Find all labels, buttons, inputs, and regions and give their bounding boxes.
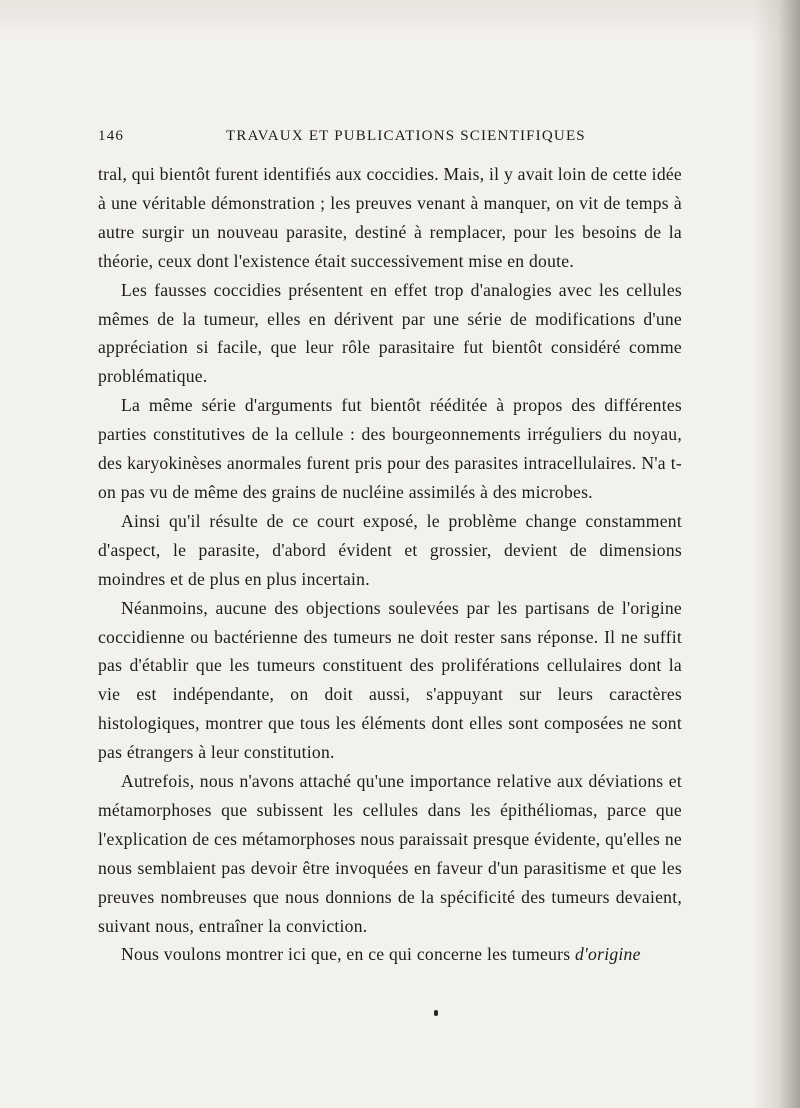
- page-edge-shadow: [752, 0, 800, 1108]
- paragraph-6: Autrefois, nous n'avons attaché qu'une importance relative aux déviations et métamorphoses que subissent les cellules dans les épithéliomas, parce que l'explication de ces métamorphoses nous paraissait presque évidente, qu'elles ne nous semblaient pas devoir être invoquées en faveur d'un parasitisme et que les preuves nombreuses que nous donnions de la spécificité des tumeurs devaient, suivant nous, entraîner la conviction.: [98, 771, 682, 936]
- page-number: 146: [98, 128, 125, 144]
- last-line-italic: d'origine: [575, 944, 641, 965]
- page-top-shade: [0, 0, 800, 40]
- paragraph-2: Les fausses coccidies présentent en effet trop d'analogies avec les cellules mêmes de la tumeur, elles en dérivent par une série de modifications d'une appréciation si facile, que leur rôle parasitaire fut bientôt considéré comme problématique.: [98, 279, 682, 387]
- ink-mark: [434, 1010, 438, 1016]
- paragraph-1: tral, qui bientôt furent identifiés aux coccidies. Mais, il y avait loin de cette idée à une véritable démonstration ; les preuves venant à manquer, on vit de temps à autre surgir un nouveau parasite, destiné à remplacer, pour les besoins de la théorie, ceux dont l'existence était successivement mise en doute.: [98, 164, 682, 271]
- last-line-text: Nous voulons montrer ici que, en ce qui concerne les tumeurs: [121, 944, 575, 965]
- paragraph-3: La même série d'arguments fut bientôt rééditée à propos des différentes parties constitutives de la cellule : des bourgeonnements irréguliers du noyau, des karyokinèses anormales furent pris pour des parasites intracellulaires. N'a t-on pas vu de même des grains de nucléine assimilés à des microbes.: [98, 395, 682, 502]
- paragraph-5: Néanmoins, aucune des objections soulevées par les partisans de l'origine coccidienne ou bactérienne des tumeurs ne doit rester sans réponse. Il ne suffit pas d'établir que les tumeurs constituent des proliférations cellulaires dont la vie est indépendante, on doit aussi, s'appuyant sur leurs caractères histologiques, montrer que tous les éléments dont elles sont composées ne sont pas étrangers à leur constitution.: [98, 597, 682, 763]
- paragraph-7: [98, 940, 682, 969]
- page-header: [98, 128, 682, 150]
- body-text: [98, 160, 682, 969]
- paragraph-4: Ainsi qu'il résulte de ce court exposé, le problème change constamment d'aspect, le parasite, d'abord évident et grossier, devient de dimensions moindres et de plus en plus incertain.: [98, 510, 682, 589]
- running-title: TRAVAUX ET PUBLICATIONS SCIENTIFIQUES: [226, 128, 586, 144]
